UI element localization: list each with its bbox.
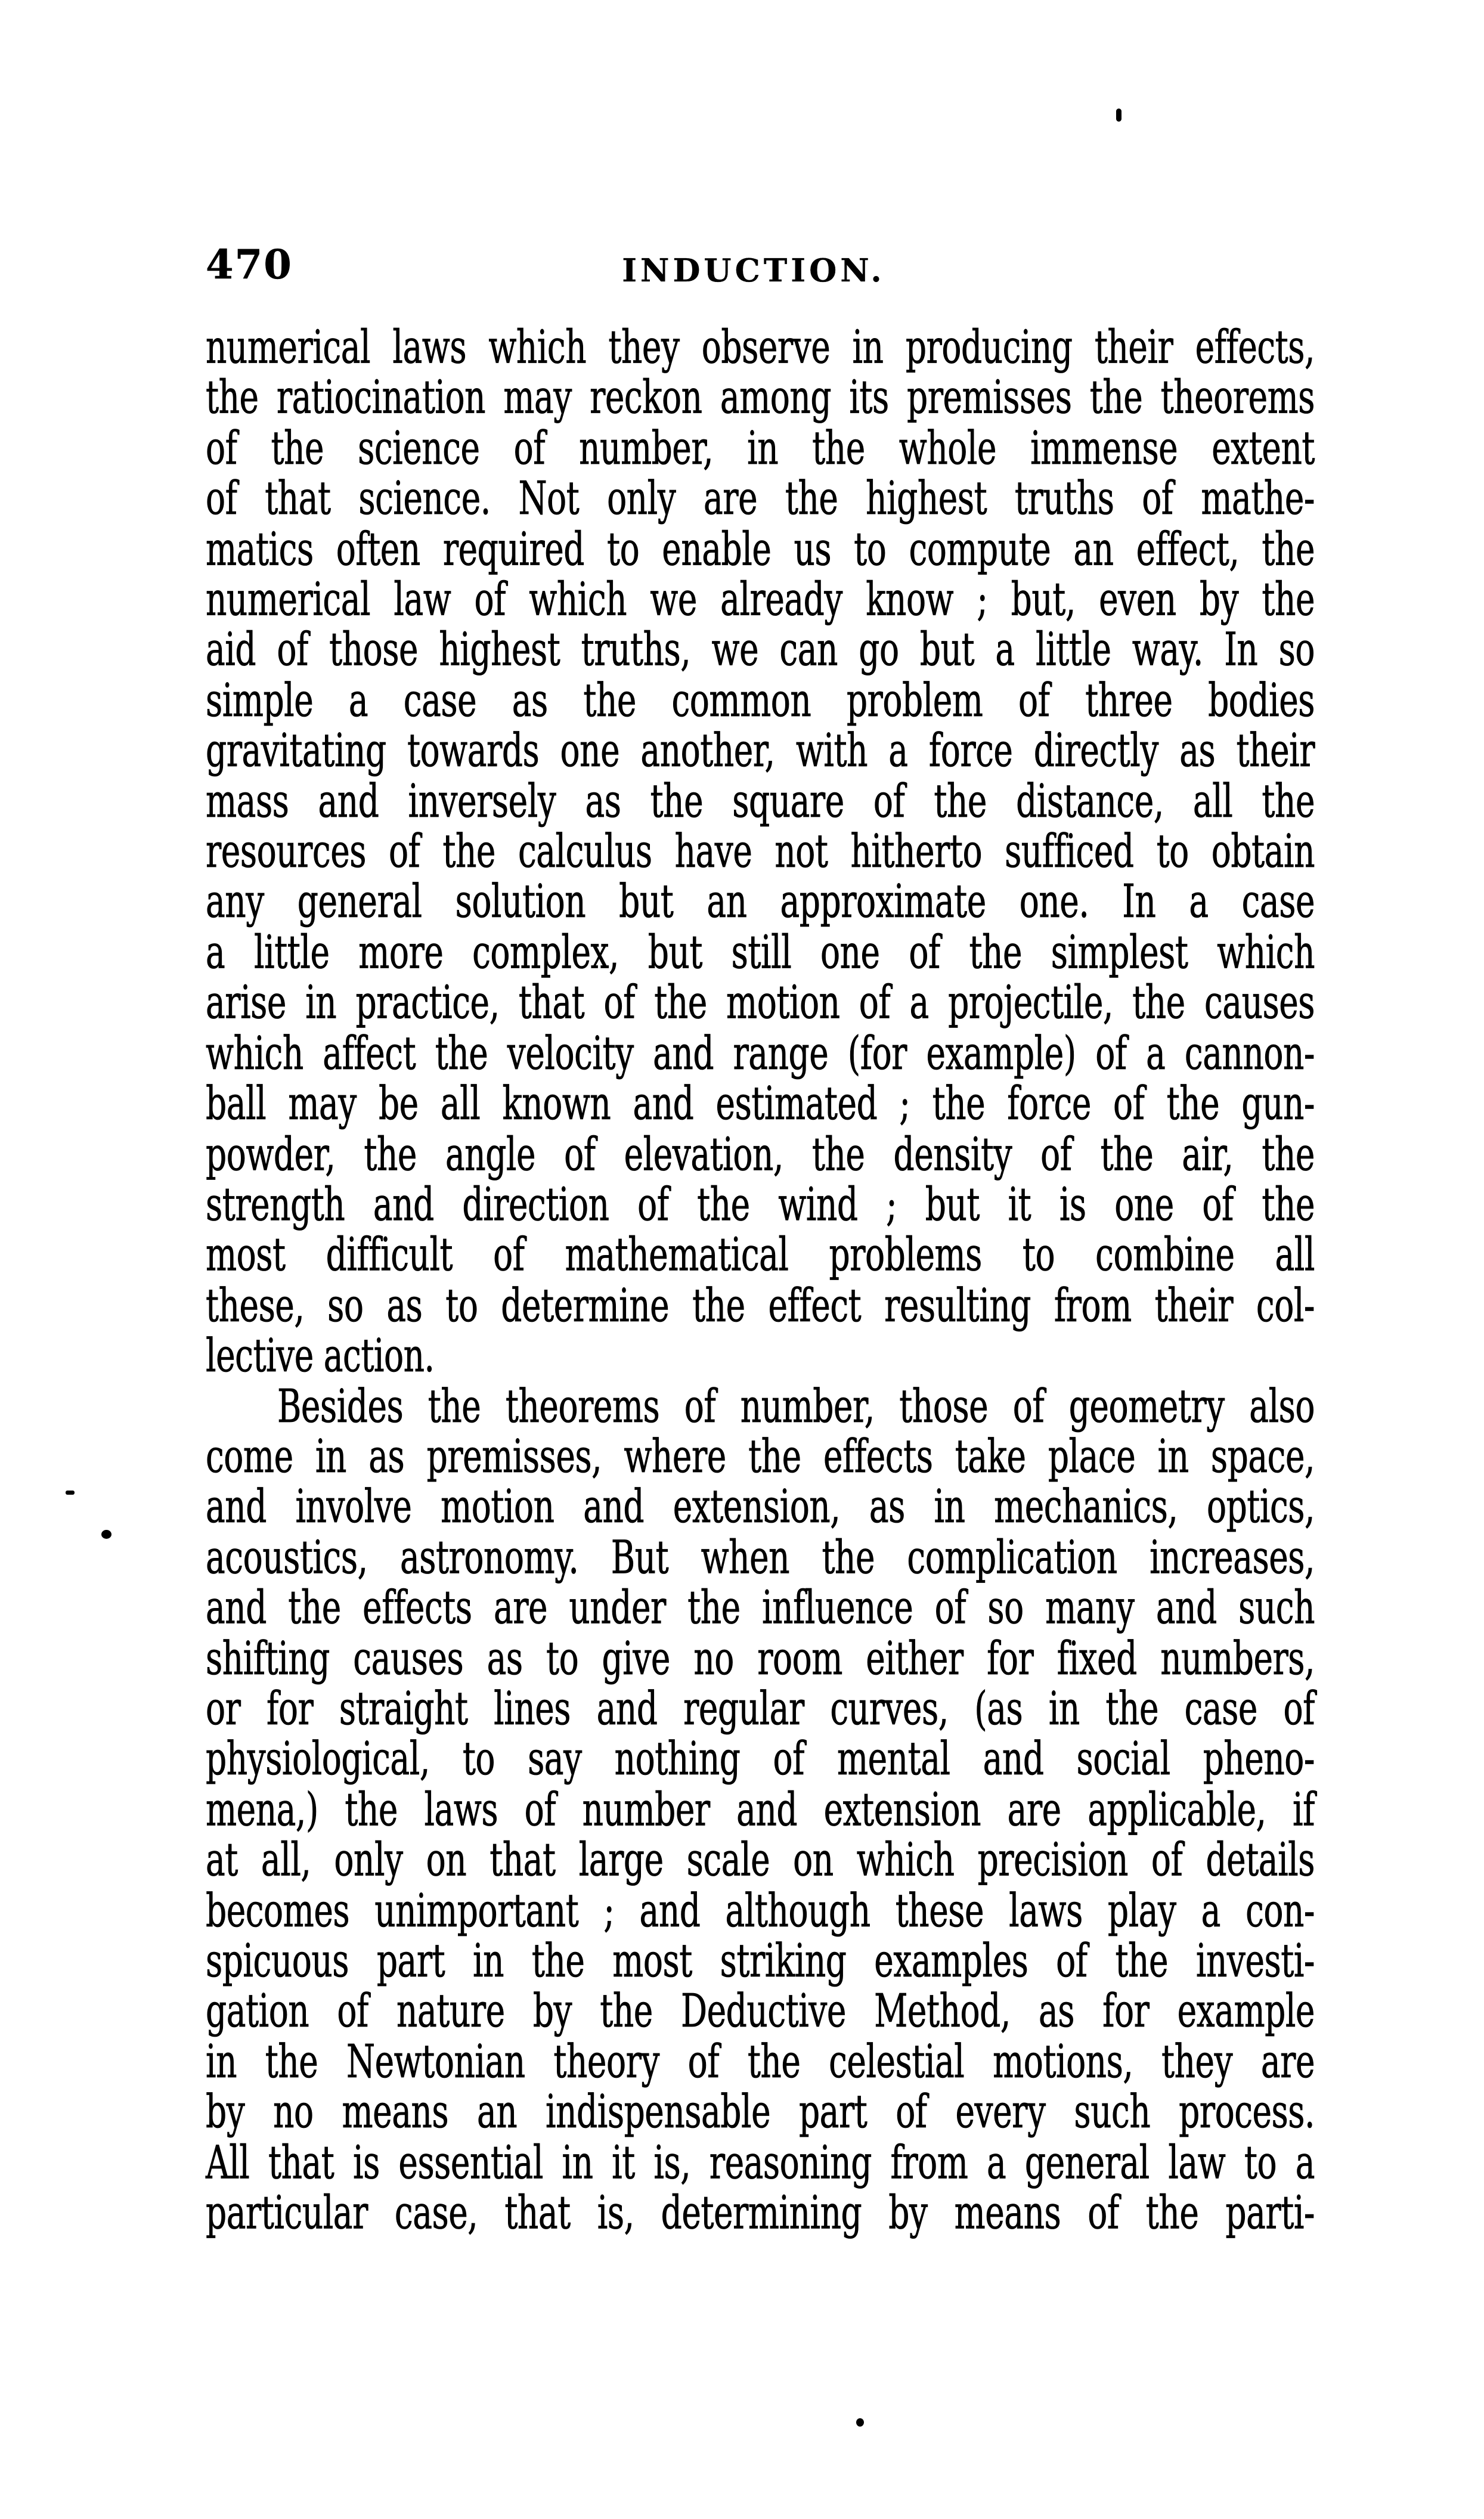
text-line: physiological, to say nothing of mental and social pheno-	[206, 1732, 1315, 1786]
text-line: a little more complex, but still one of the simplest which	[206, 925, 1315, 979]
text-line: these, so as to determine the effect resulting from their col-	[206, 1278, 1315, 1332]
text-line: aid of those highest truths, we can go but a little way. In so	[206, 622, 1315, 677]
text-line: at all, only on that large scale on which precision of details	[206, 1833, 1315, 1886]
text-line: powder, the angle of elevation, the density of the air, the	[206, 1127, 1315, 1181]
ink-speck	[66, 1491, 75, 1495]
text-line: acoustics, astronomy. But when the complication increases,	[206, 1530, 1315, 1584]
text-line: of that science. Not only are the highest truths of mathe-	[206, 471, 1315, 525]
text-line: All that is essential in it is, reasoning from a general law to a	[206, 2135, 1315, 2189]
text-line: gation of nature by the Deductive Method, as for example	[206, 1984, 1315, 2038]
text-line: arise in practice, that of the motion of a projectile, the causes	[206, 975, 1315, 1030]
ink-speck	[1116, 109, 1121, 122]
ink-speck	[101, 1530, 111, 1539]
text-line: the ratiocination may reckon among its premisses the theorems	[206, 370, 1315, 425]
text-line: mass and inversely as the square of the distance, all the	[206, 774, 1315, 828]
text-line: which affect the velocity and range (for example) of a cannon-	[206, 1026, 1315, 1080]
body-text	[206, 322, 1315, 2238]
page-number: 470	[206, 241, 293, 288]
text-line: spicuous part in the most striking examples of the investi-	[206, 1934, 1315, 1987]
paragraph	[206, 1381, 1315, 2238]
text-line: most difficult of mathematical problems to combine all	[206, 1228, 1315, 1282]
text-line: resources of the calculus have not hitherto sufficed to obtain	[206, 824, 1315, 878]
text-line: simple a case as the common problem of three bodies	[206, 673, 1315, 727]
text-line: come in as premisses, where the effects take place in space,	[206, 1429, 1315, 1483]
text-line: lective action.	[206, 1328, 435, 1383]
paragraph	[206, 322, 1315, 1381]
text-line: Besides the theorems of number, those of geometry also	[277, 1379, 1315, 1433]
text-line: numerical law of which we already know ; but, even by the	[206, 572, 1315, 626]
text-line: matics often required to enable us to compute an effect, the	[206, 522, 1315, 576]
ink-speck	[856, 2418, 864, 2427]
text-line: in the Newtonian theory of the celestial motions, they are	[206, 2034, 1315, 2089]
text-line: shifting causes as to give no room either for fixed numbers,	[206, 1631, 1315, 1685]
text-line: numerical laws which they observe in producing their effects,	[206, 320, 1315, 374]
running-head: INDUCTION.	[622, 252, 885, 289]
text-line: becomes unimportant ; and although these laws play a con-	[206, 1883, 1315, 1937]
text-line: by no means an indispensable part of every such process.	[206, 2085, 1315, 2139]
text-line: any general solution but an approximate one. In a case	[206, 875, 1315, 929]
text-line: mena,) the laws of number and extension are applicable, if	[206, 1782, 1315, 1836]
text-line: or for straight lines and regular curves, (as in the case of	[206, 1681, 1315, 1736]
text-line: and the effects are under the influence of so many and such	[206, 1581, 1315, 1635]
text-line: ball may be all known and estimated ; the force of the gun-	[206, 1076, 1315, 1130]
text-line: of the science of number, in the whole immense extent	[206, 421, 1315, 475]
text-line: and involve motion and extension, as in mechanics, optics,	[206, 1480, 1315, 1533]
text-line: gravitating towards one another, with a force directly as their	[206, 723, 1315, 777]
text-line: strength and direction of the wind ; but it is one of the	[206, 1177, 1315, 1231]
text-line: particular case, that is, determining by means of the parti-	[206, 2186, 1315, 2239]
